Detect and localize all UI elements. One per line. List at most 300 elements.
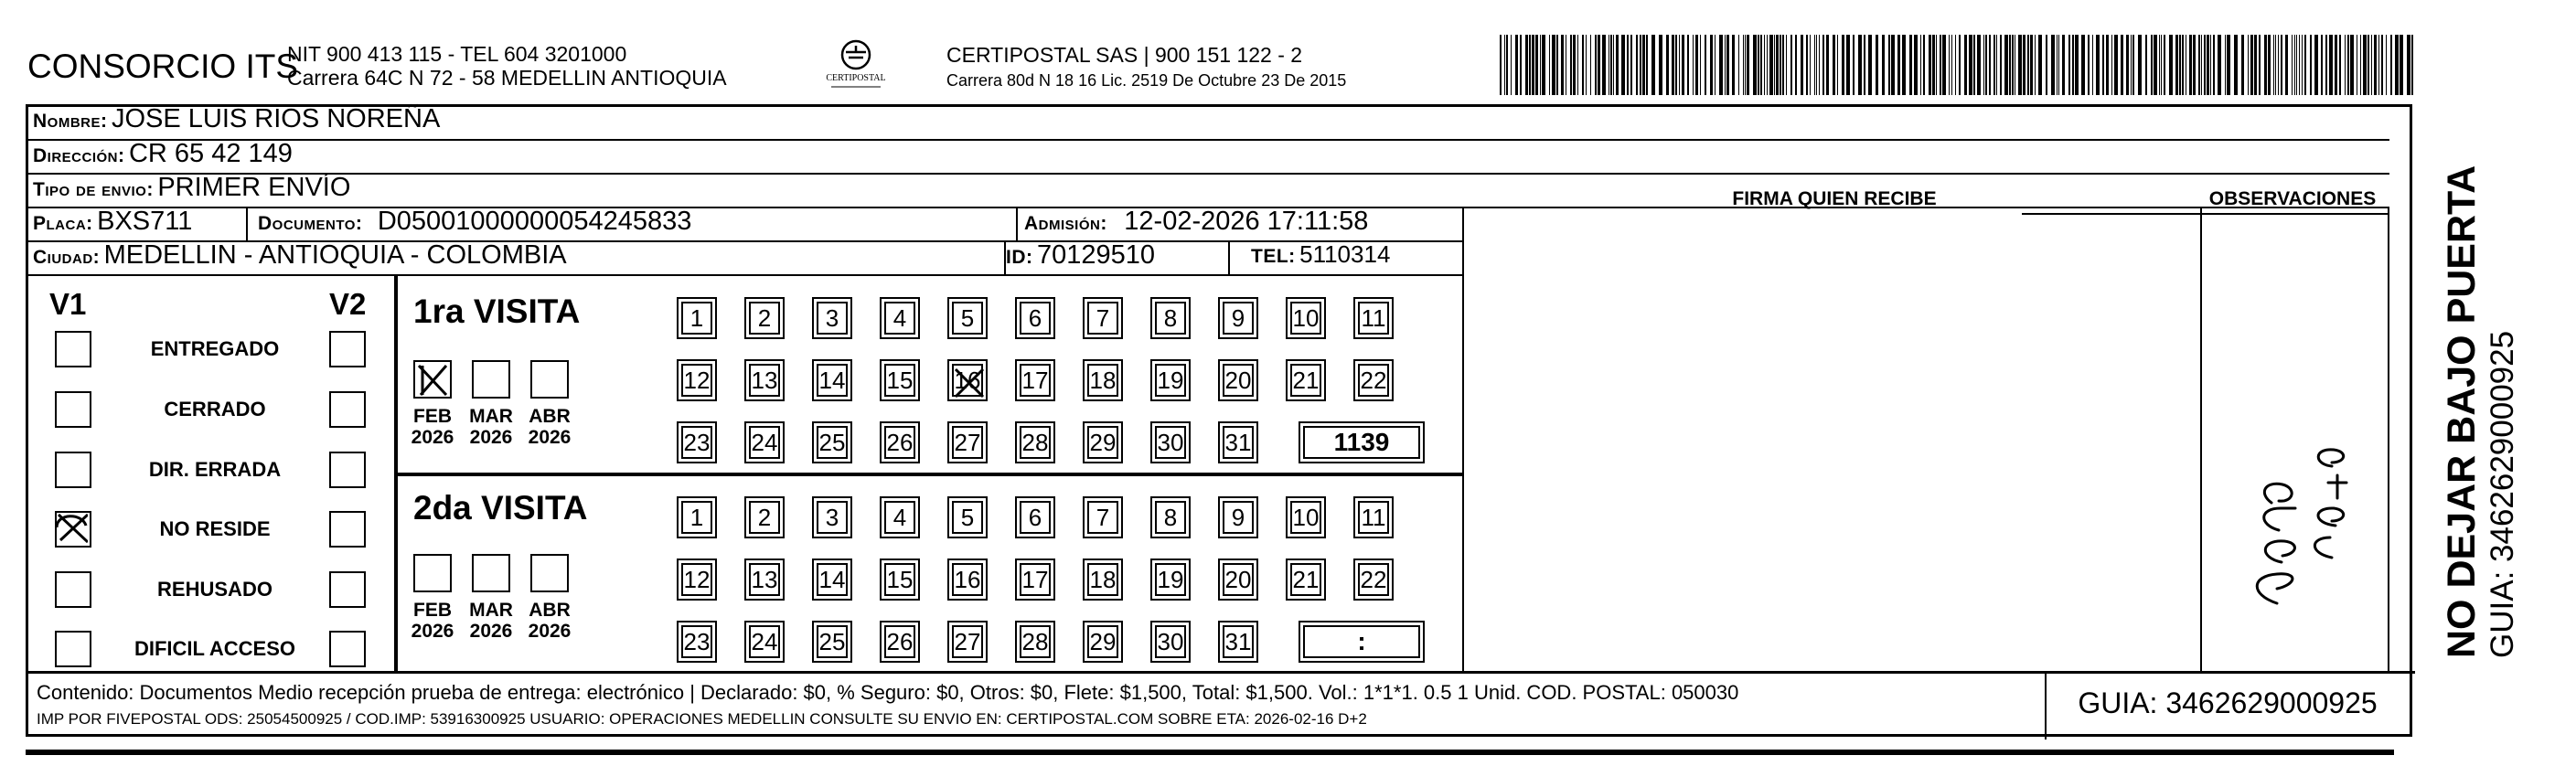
barcode-bar (1977, 35, 1981, 95)
day-checkbox[interactable]: 14 (817, 563, 848, 596)
firma-header: FIRMA QUIEN RECIBE (1732, 188, 1937, 209)
day-checkbox[interactable]: 11 (1358, 302, 1389, 335)
day-checkbox[interactable]: 27 (952, 625, 983, 658)
barcode-bar (1949, 35, 1950, 95)
ciudad-value: MEDELLIN - ANTIOQUIA - COLOMBIA (103, 240, 567, 270)
day-checkbox[interactable]: 27 (952, 426, 983, 459)
month-name: MAR (469, 406, 513, 427)
month-year: 2026 (411, 427, 454, 448)
time-field[interactable]: : (1303, 625, 1420, 658)
certipostal-logo (818, 37, 893, 101)
day-checkbox[interactable]: 24 (749, 426, 780, 459)
barcode-bar (1914, 35, 1918, 95)
day-checkbox[interactable]: 7 (1087, 302, 1118, 335)
barcode-bar (1675, 35, 1677, 95)
barcode-bar (2000, 35, 2002, 95)
day-checkbox[interactable]: 5 (952, 501, 983, 534)
barcode-bar (2314, 35, 2318, 95)
day-checkbox[interactable]: 13 (749, 364, 780, 397)
barcode-bar (2310, 35, 2312, 95)
day-checkbox[interactable]: 20 (1223, 364, 1254, 397)
day-checkbox[interactable]: 2 (749, 302, 780, 335)
v2-checkbox[interactable] (329, 452, 366, 488)
direccion-value: CR 65 42 149 (128, 139, 293, 168)
barcode-bar (1693, 35, 1694, 95)
status-label: REHUSADO (157, 578, 273, 601)
day-checkbox[interactable]: 21 (1290, 563, 1321, 596)
day-checkbox[interactable]: 29 (1087, 426, 1118, 459)
barcode-bar (1776, 35, 1779, 95)
v1-checkbox[interactable] (55, 511, 91, 548)
barcode-bar (1853, 35, 1855, 95)
documento-value: D05001000000054245833 (377, 207, 692, 236)
barcode-bar (2111, 35, 2112, 95)
barcode-bar (1726, 35, 1729, 95)
month-checkbox[interactable] (413, 360, 452, 399)
barcode-bar (2259, 35, 2261, 95)
v1-checkbox[interactable] (55, 391, 91, 428)
day-checkbox[interactable]: 23 (681, 426, 712, 459)
status-label: DIFICIL ACCESO (134, 637, 295, 660)
barcode-bar (1542, 35, 1545, 95)
day-checkbox[interactable]: 8 (1155, 501, 1186, 534)
documento-row (258, 207, 691, 237)
company-nit: NIT 900 413 115 - TEL 604 3201000 (287, 42, 627, 66)
barcode-bar (1672, 35, 1674, 95)
barcode-bar (2360, 35, 2361, 95)
day-checkbox[interactable]: 3 (817, 501, 848, 534)
barcode-bar (2411, 35, 2413, 95)
month-year: 2026 (528, 621, 572, 642)
barcode-bar (1577, 35, 1578, 95)
logo-caption: CERTIPOSTAL (826, 73, 886, 83)
day-checkbox[interactable]: 14 (817, 364, 848, 397)
barcode-bar (2273, 35, 2274, 95)
barcode-bar (2268, 35, 2271, 95)
barcode-bar (1529, 35, 1531, 95)
month-label (518, 406, 582, 448)
barcode-bar (2175, 35, 2178, 95)
barcode-bar (1864, 35, 1865, 95)
barcode-bar (1876, 35, 1878, 95)
checkmark-icon (954, 366, 985, 399)
barcode-bar (2088, 35, 2090, 95)
v2-checkbox[interactable] (329, 571, 366, 608)
barcode-bar (2046, 35, 2047, 95)
day-checkbox[interactable]: 15 (884, 563, 915, 596)
barcode-bar (2225, 35, 2226, 95)
day-checkbox[interactable]: 9 (1223, 501, 1254, 534)
day-checkbox[interactable]: 10 (1290, 302, 1321, 335)
barcode-bar (2131, 35, 2132, 95)
barcode-bar (1985, 35, 1987, 95)
barcode (1500, 35, 2418, 95)
barcode-bar (1666, 35, 1669, 95)
barcode-bar (2241, 35, 2244, 95)
month-year: 2026 (469, 427, 513, 448)
barcode-bar (1745, 35, 1746, 95)
day-checkbox[interactable]: 6 (1020, 501, 1051, 534)
barcode-bar (1786, 35, 1787, 95)
barcode-bar (2138, 35, 2142, 95)
barcode-bar (2179, 35, 2181, 95)
day-checkbox[interactable]: 18 (1087, 563, 1118, 596)
barcode-bar (2302, 35, 2303, 95)
barcode-bar (1610, 35, 1612, 95)
barcode-bar (1891, 35, 1895, 95)
barcode-bar (1616, 35, 1619, 95)
barcode-bar (2248, 35, 2249, 95)
barcode-bar (2030, 35, 2033, 95)
barcode-bar (1959, 35, 1961, 95)
barcode-bar (1819, 35, 1820, 95)
day-checkbox[interactable]: 19 (1155, 563, 1186, 596)
month-year: 2026 (469, 621, 513, 642)
month-checkbox[interactable] (472, 360, 510, 399)
barcode-bar (1715, 35, 1716, 95)
day-checkbox[interactable]: 15 (884, 364, 915, 397)
day-checkbox[interactable]: 24 (749, 625, 780, 658)
month-checkbox[interactable] (413, 554, 452, 592)
v2-checkbox[interactable] (329, 511, 366, 548)
day-checkbox[interactable]: 1 (681, 302, 712, 335)
day-checkbox[interactable]: 26 (884, 426, 915, 459)
barcode-bar (1532, 35, 1534, 95)
month-name: ABR (529, 406, 571, 427)
barcode-bar (2012, 35, 2014, 95)
barcode-bar (1897, 35, 1900, 95)
v1-checkbox[interactable] (55, 571, 91, 608)
admision-label: Admisión: (1024, 213, 1107, 234)
barcode-bar (1556, 35, 1558, 95)
barcode-bar (2325, 35, 2327, 95)
barcode-bar (1940, 35, 1941, 95)
tipo-envio-row (33, 173, 350, 203)
day-checkbox[interactable]: 2 (749, 501, 780, 534)
barcode-bar (1833, 35, 1835, 95)
day-checkbox[interactable]: 13 (749, 563, 780, 596)
day-checkbox[interactable]: 4 (884, 302, 915, 335)
month-name: ABR (529, 600, 571, 621)
barcode-bar (1858, 35, 1862, 95)
v1-checkbox[interactable] (55, 452, 91, 488)
barcode-bar (1636, 35, 1638, 95)
barcode-bar (1642, 35, 1645, 95)
day-checkbox[interactable]: 30 (1155, 426, 1186, 459)
barcode-bar (2407, 35, 2410, 95)
barcode-bar (1595, 35, 1597, 95)
barcode-bar (2132, 35, 2134, 95)
status-label: NO RESIDE (159, 517, 271, 540)
barcode-bar (1955, 35, 1956, 95)
day-checkbox[interactable]: 19 (1155, 364, 1186, 397)
barcode-bar (1682, 35, 1684, 95)
side-warning-text: NO DEJAR BAJO PUERTA (2440, 165, 2484, 658)
day-checkbox[interactable]: 26 (884, 625, 915, 658)
barcode-bar (2378, 35, 2379, 95)
day-checkbox[interactable]: 9 (1223, 302, 1254, 335)
day-checkbox[interactable]: 16 (952, 563, 983, 596)
barcode-bar (1902, 35, 1906, 95)
barcode-bar (2254, 35, 2257, 95)
barcode-bar (1909, 35, 1912, 95)
direccion-label: Dirección: (33, 145, 125, 166)
day-checkbox[interactable]: 29 (1087, 625, 1118, 658)
month-checkbox[interactable] (530, 554, 569, 592)
barcode-bar (2285, 35, 2288, 95)
barcode-bar (1561, 35, 1564, 95)
barcode-bar (1983, 35, 1984, 95)
tipo-envio-value: PRIMER ENVÍO (157, 173, 351, 202)
barcode-bar (2400, 35, 2403, 95)
barcode-bar (1882, 35, 1885, 95)
month-name: FEB (413, 406, 452, 427)
day-checkbox[interactable]: 3 (817, 302, 848, 335)
barcode-bar (1996, 35, 1997, 95)
ciudad-label: Ciudad: (33, 247, 101, 268)
day-checkbox[interactable]: 10 (1290, 501, 1321, 534)
barcode-bar (1932, 35, 1935, 95)
barcode-bar (2329, 35, 2333, 95)
nombre-label: Nombre: (33, 111, 108, 132)
tel-label: TEL: (1251, 246, 1296, 267)
barcode-bar (2159, 35, 2160, 95)
barcode-bar (1613, 35, 1614, 95)
status-label: ENTREGADO (150, 337, 280, 360)
footer-print-info: IMP POR FIVEPOSTAL ODS: 25054500925 / COD.IMP: 53916300925 USUARIO: OPERACIONES MEDELLIN CONSULTE SU ENVIO EN: CERTIPOSTAL.COM SOBRE ETA: 2026-02-16 D+2 (37, 710, 1367, 728)
day-checkbox[interactable]: 7 (1087, 501, 1118, 534)
barcode-bar (2339, 35, 2341, 95)
barcode-bar (1920, 35, 1921, 95)
day-checkbox[interactable]: 12 (681, 364, 712, 397)
tel-row (1251, 240, 1390, 269)
barcode-bar (2106, 35, 2109, 95)
barcode-bar (2350, 35, 2354, 95)
day-checkbox[interactable]: 28 (1020, 625, 1051, 658)
side-guia-text: GUIA: 3462629000925 (2485, 330, 2520, 658)
barcode-bar (1764, 35, 1765, 95)
day-checkbox[interactable]: 6 (1020, 302, 1051, 335)
day-checkbox[interactable]: 28 (1020, 426, 1051, 459)
month-checkbox[interactable] (472, 554, 510, 592)
barcode-bar (2363, 35, 2367, 95)
day-checkbox[interactable]: 20 (1223, 563, 1254, 596)
barcode-bar (1687, 35, 1689, 95)
barcode-bar (2250, 35, 2253, 95)
barcode-bar (1573, 35, 1576, 95)
day-checkbox[interactable]: 12 (681, 563, 712, 596)
day-checkbox[interactable]: 31 (1223, 426, 1254, 459)
barcode-bar (2347, 35, 2349, 95)
footer-content: Contenido: Documentos Medio recepción prueba de entrega: electrónico | Declarado: $0, % Seguro: $0, Otros: $0, Flete: $1,500, Total: $1,500. Vol.: 1*1*1. 0.5 1 Unid. COD. POSTAL: 050030 (37, 681, 1739, 704)
day-checkbox[interactable]: 25 (817, 625, 848, 658)
bottom-rule (26, 750, 2394, 755)
barcode-bar (1659, 35, 1662, 95)
day-checkbox[interactable]: 17 (1020, 563, 1051, 596)
barcode-bar (1602, 35, 1606, 95)
barcode-bar (1582, 35, 1584, 95)
barcode-bar (2218, 35, 2221, 95)
barcode-bar (2264, 35, 2267, 95)
barcode-bar (1719, 35, 1723, 95)
barcode-bar (2057, 35, 2058, 95)
barcode-bar (1705, 35, 1706, 95)
barcode-bar (1504, 35, 1505, 95)
barcode-bar (2164, 35, 2165, 95)
barcode-bar (1923, 35, 1925, 95)
barcode-bar (2114, 35, 2118, 95)
barcode-bar (1868, 35, 1872, 95)
guia-number: GUIA: 3462629000925 (2078, 686, 2378, 719)
id-value: 70129510 (1036, 240, 1155, 270)
month-label (401, 406, 465, 448)
month-name: MAR (469, 600, 513, 621)
barcode-bar (1506, 35, 1508, 95)
day-checkbox[interactable]: 21 (1290, 364, 1321, 397)
time-field[interactable]: 1139 (1303, 426, 1420, 459)
v1-checkbox[interactable] (55, 331, 91, 367)
barcode-bar (1795, 35, 1797, 95)
barcode-bar (2182, 35, 2184, 95)
month-label (401, 600, 465, 642)
month-checkbox[interactable] (530, 360, 569, 399)
barcode-bar (2368, 35, 2369, 95)
month-year: 2026 (528, 427, 572, 448)
ciudad-row (33, 240, 567, 271)
barcode-bar (2161, 35, 2162, 95)
barcode-bar (2281, 35, 2282, 95)
day-checkbox[interactable]: 11 (1358, 501, 1389, 534)
barcode-bar (2299, 35, 2300, 95)
day-checkbox[interactable]: 22 (1358, 563, 1389, 596)
documento-label: Documento: (258, 213, 363, 234)
checkmark-icon (51, 507, 88, 544)
barcode-bar (2189, 35, 2192, 95)
barcode-bar (1806, 35, 1808, 95)
day-checkbox[interactable]: 8 (1155, 302, 1186, 335)
v2-header: V2 (329, 287, 367, 321)
barcode-bar (1964, 35, 1967, 95)
barcode-bar (2126, 35, 2129, 95)
barcode-bar (1540, 35, 1541, 95)
barcode-bar (2335, 35, 2337, 95)
v2-checkbox[interactable] (329, 631, 366, 667)
barcode-bar (2062, 35, 2065, 95)
month-label (459, 600, 523, 642)
barcode-bar (2207, 35, 2209, 95)
barcode-bar (1747, 35, 1749, 95)
handwritten-observation (2213, 329, 2359, 622)
day-checkbox[interactable]: 4 (884, 501, 915, 534)
barcode-bar (2210, 35, 2211, 95)
certipostal-info (946, 42, 1346, 93)
v1-checkbox[interactable] (55, 631, 91, 667)
barcode-bar (2275, 35, 2276, 95)
barcode-bar (1753, 35, 1757, 95)
barcode-bar (1590, 35, 1591, 95)
barcode-bar (2072, 35, 2074, 95)
day-checkbox[interactable]: 25 (817, 426, 848, 459)
barcode-bar (1814, 35, 1815, 95)
barcode-bar (2304, 35, 2306, 95)
barcode-bar (2213, 35, 2215, 95)
barcode-bar (1780, 35, 1781, 95)
barcode-bar (1929, 35, 1931, 95)
v2-checkbox[interactable] (329, 391, 366, 428)
barcode-bar (1846, 35, 1850, 95)
barcode-bar (2096, 35, 2100, 95)
month-year: 2026 (411, 621, 454, 642)
barcode-bar (1936, 35, 1937, 95)
barcode-bar (1826, 35, 1829, 95)
barcode-bar (1822, 35, 1824, 95)
barcode-bar (1651, 35, 1655, 95)
barcode-bar (1725, 35, 1726, 95)
month-label (518, 600, 582, 642)
nombre-value: JOSE LUIS RIOS NOREÑA (111, 104, 441, 133)
barcode-bar (2102, 35, 2104, 95)
day-checkbox[interactable]: 18 (1087, 364, 1118, 397)
barcode-bar (1570, 35, 1572, 95)
barcode-bar (1621, 35, 1625, 95)
day-checkbox[interactable]: 31 (1223, 625, 1254, 658)
barcode-bar (2374, 35, 2377, 95)
barcode-bar (1790, 35, 1792, 95)
barcode-bar (2278, 35, 2279, 95)
barcode-bar (2023, 35, 2026, 95)
day-checkbox[interactable]: 5 (952, 302, 983, 335)
barcode-bar (2009, 35, 2011, 95)
v1-header: V1 (49, 287, 87, 321)
barcode-bar (2027, 35, 2029, 95)
tipo-envio-label: Tipo de envio: (33, 179, 154, 200)
nombre-row (33, 104, 440, 134)
placa-label: Placa: (33, 213, 93, 234)
first-visit-title: 1ra VISITA (413, 293, 581, 330)
id-row (1006, 240, 1155, 271)
barcode-bar (2121, 35, 2123, 95)
day-checkbox[interactable]: 30 (1155, 625, 1186, 658)
barcode-bar (1630, 35, 1632, 95)
barcode-bar (1511, 35, 1512, 95)
barcode-bar (2198, 35, 2200, 95)
barcode-bar (1520, 35, 1522, 95)
company-info (287, 42, 727, 90)
barcode-bar (1989, 35, 1991, 95)
status-label: DIR. ERRADA (148, 458, 282, 481)
barcode-bar (2169, 35, 2173, 95)
v2-checkbox[interactable] (329, 331, 366, 367)
barcode-bar (1951, 35, 1952, 95)
tel-value: 5110314 (1299, 240, 1391, 268)
day-checkbox[interactable]: 16 (952, 364, 983, 397)
day-checkbox[interactable]: 1 (681, 501, 712, 534)
month-label (459, 406, 523, 448)
barcode-bar (1710, 35, 1713, 95)
barcode-bar (2075, 35, 2079, 95)
day-checkbox[interactable]: 22 (1358, 364, 1389, 397)
barcode-bar (1646, 35, 1648, 95)
barcode-bar (2321, 35, 2323, 95)
barcode-bar (1782, 35, 1784, 95)
day-checkbox[interactable]: 23 (681, 625, 712, 658)
month-name: FEB (413, 600, 452, 621)
barcode-bar (1640, 35, 1641, 95)
barcode-bar (2292, 35, 2293, 95)
barcode-bar (2227, 35, 2230, 95)
barcode-bar (1969, 35, 1972, 95)
day-checkbox[interactable]: 17 (1020, 364, 1051, 397)
